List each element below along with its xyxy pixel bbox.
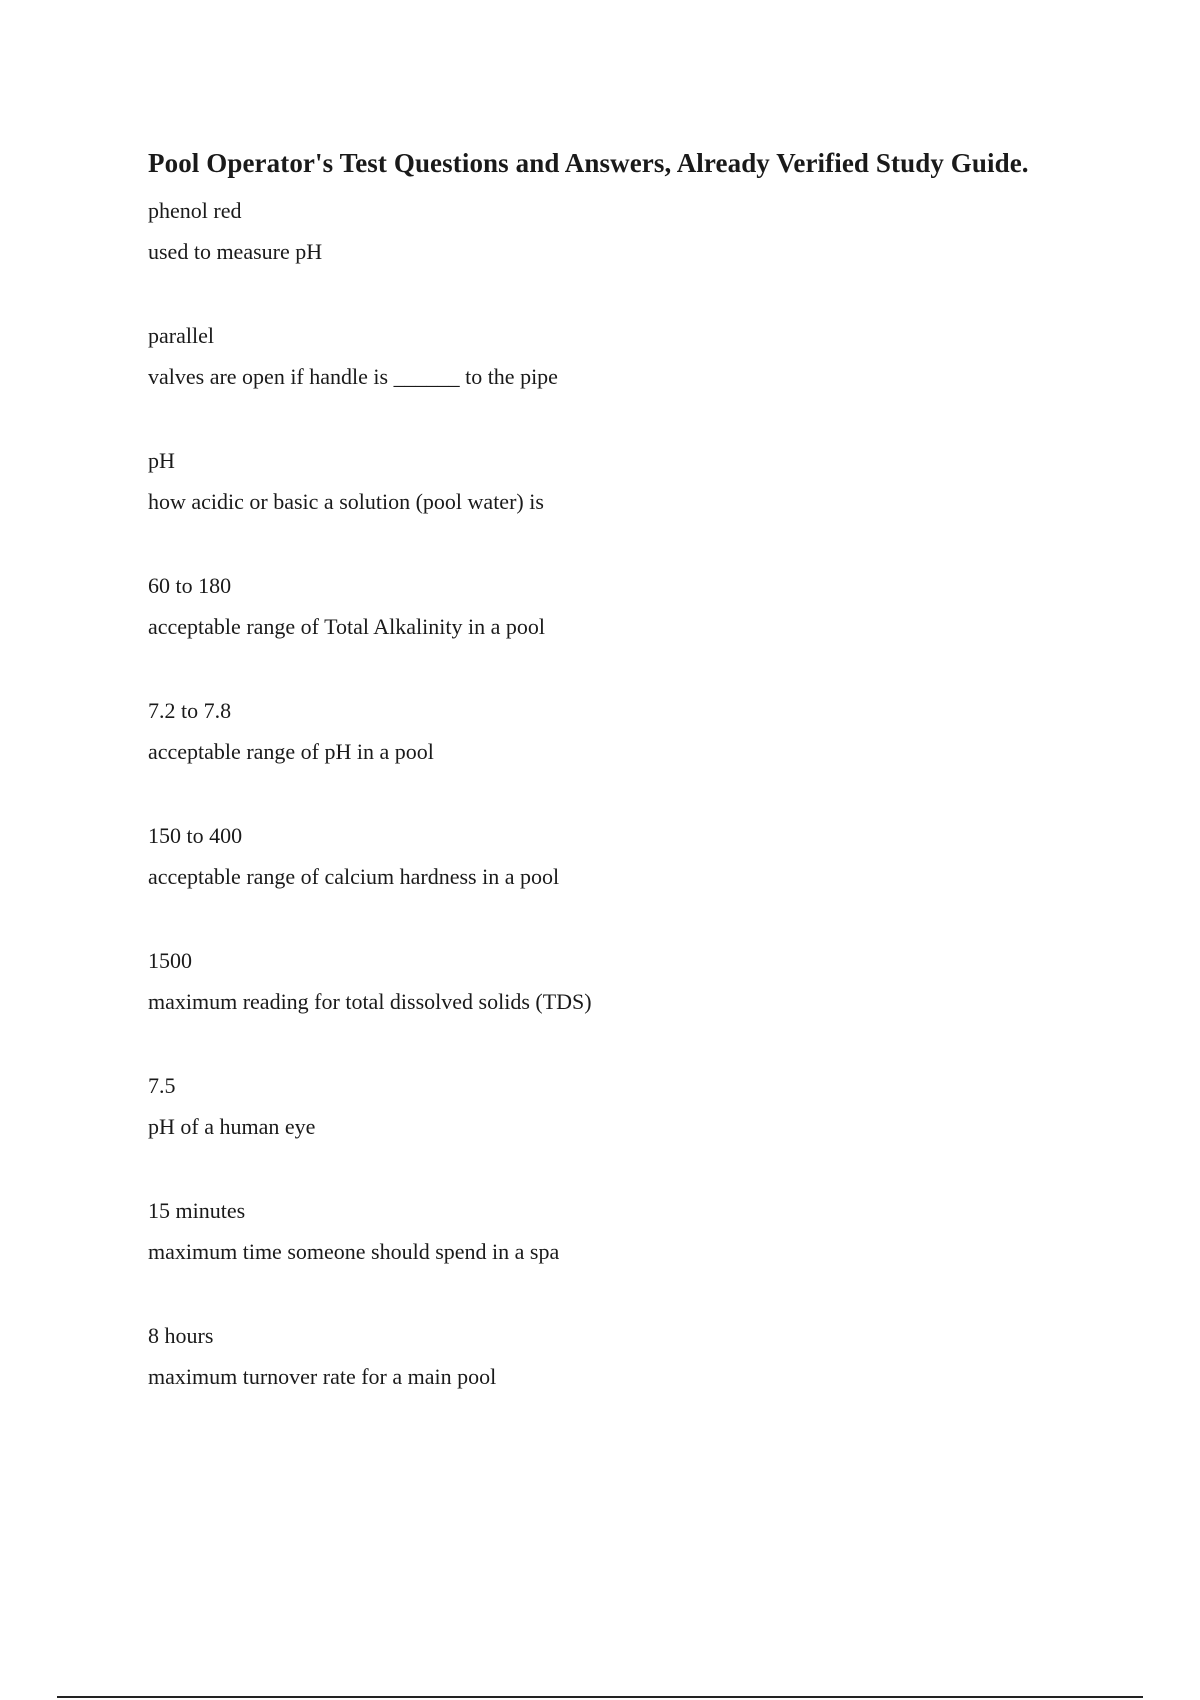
definition: pH of a human eye [148,1114,316,1139]
flashcard-entry [148,821,1128,946]
definition: acceptable range of pH in a pool [148,739,434,764]
flashcard-entry [148,1321,1128,1446]
flashcard-entry [148,1071,1128,1196]
flashcard-entry [148,1196,1128,1321]
flashcard-entry [148,446,1128,571]
term: 7.2 to 7.8 [148,698,232,723]
flashcard-entry [148,321,1128,446]
flashcard-list [148,196,1128,1446]
definition: maximum time someone should spend in a spa [148,1239,560,1264]
definition: used to measure pH [148,239,323,264]
footer-divider [57,1696,1143,1698]
definition: how acidic or basic a solution (pool water) is [148,489,544,514]
term: pH [148,448,175,473]
document-title: Pool Operator's Test Questions and Answers, Already Verified Study Guide. [148,148,1029,178]
definition: maximum turnover rate for a main pool [148,1364,497,1389]
term: 7.5 [148,1073,176,1098]
definition: valves are open if handle is ______ to the pipe [148,364,558,389]
term: phenol red [148,198,242,223]
definition: acceptable range of calcium hardness in a pool [148,864,560,889]
flashcard-entry [148,571,1128,696]
flashcard-entry [148,946,1128,1071]
definition: acceptable range of Total Alkalinity in a pool [148,614,545,639]
term: 60 to 180 [148,573,232,598]
definition: maximum reading for total dissolved solids (TDS) [148,989,592,1014]
term: 8 hours [148,1323,214,1348]
term: 15 minutes [148,1198,246,1223]
term: 150 to 400 [148,823,243,848]
flashcard-entry [148,196,1128,321]
term: 1500 [148,948,192,973]
flashcard-entry [148,696,1128,821]
term: parallel [148,323,214,348]
